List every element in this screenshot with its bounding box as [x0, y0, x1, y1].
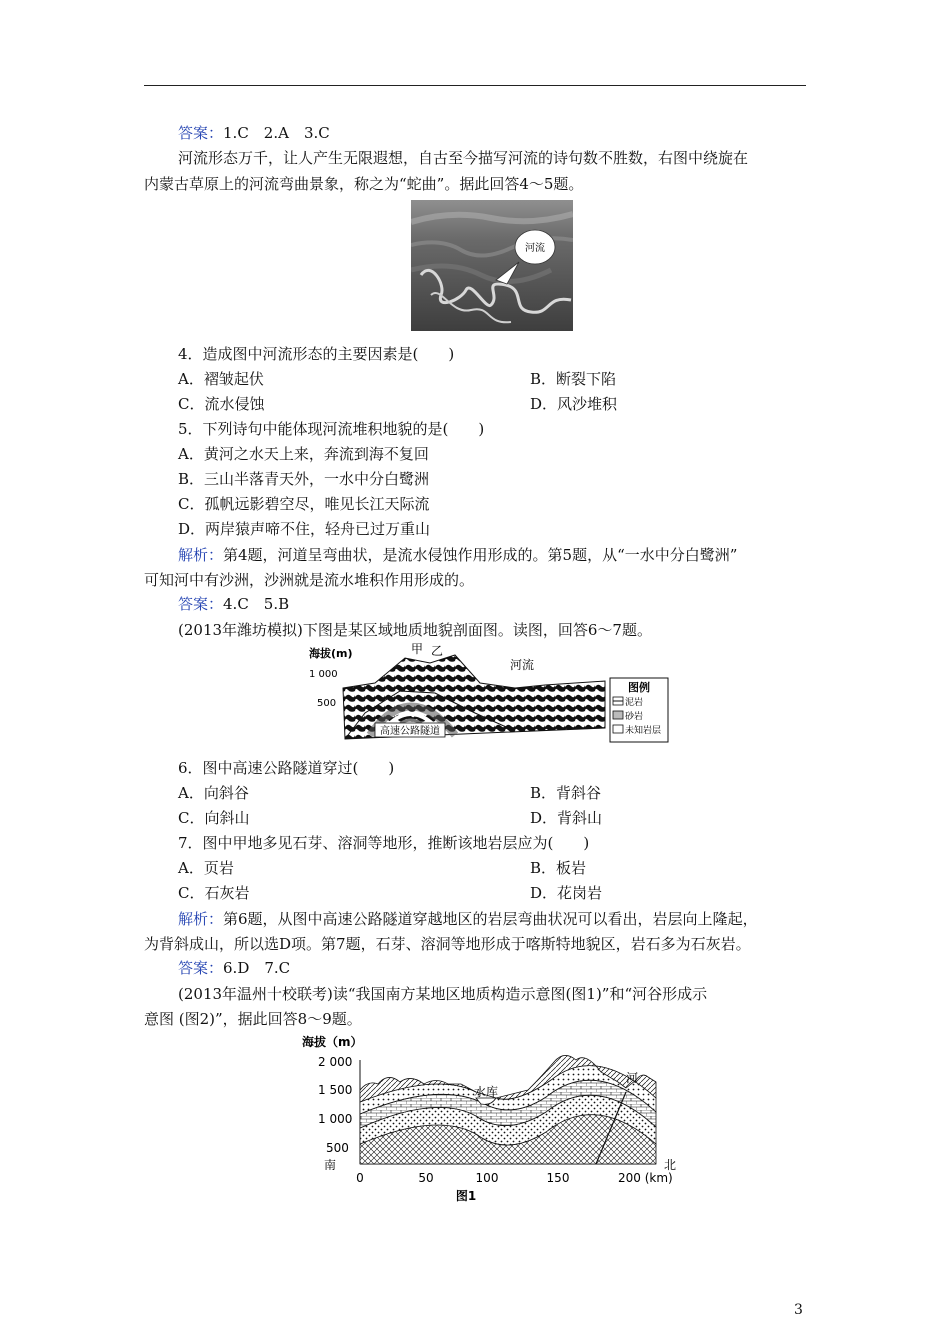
q7-option-c: C．石灰岩: [178, 884, 250, 902]
answers-1-3: [178, 124, 330, 142]
q6-option-d: D．背斜山: [530, 809, 603, 827]
q5-stem: 5．下列诗句中能体现河流堆积地貌的是( ): [178, 420, 485, 438]
profile-ylabel: 海拔(m): [309, 647, 353, 660]
fig1-xtick-150: 150: [546, 1171, 570, 1185]
fig1-ytick-2000: 2 000: [318, 1055, 353, 1069]
answer-value: 6.D 7.C: [223, 959, 291, 977]
intro-6-7: (2013年潍坊模拟)下图是某区域地质地貌剖面图。读图，回答6～7题。: [178, 621, 652, 639]
profile-y500: 500: [317, 698, 337, 709]
q6-stem: 6．图中高速公路隧道穿过( ): [178, 759, 395, 777]
meander-river-photo: [411, 200, 573, 331]
q5-option-b: B．三山半落青天外，一水中分白鹭洲: [178, 470, 430, 488]
q6-option-c: C．向斜山: [178, 809, 250, 827]
profile-tunnel: 高速公路隧道: [380, 726, 440, 737]
analysis-text: 第6题，从图中高速公路隧道穿越地区的岩层弯曲状况可以看出，岩层向上隆起，: [223, 910, 758, 928]
intro-4-5-line2: 内蒙古草原上的河流弯曲景象，称之为“蛇曲”。据此回答4～5题。: [144, 175, 584, 193]
q4-stem: 4．造成图中河流形态的主要因素是( ): [178, 345, 455, 363]
answer-value: 4.C 5.B: [223, 595, 290, 613]
q4-option-d: D．风沙堆积: [530, 395, 618, 413]
q5-option-a: A．黄河之水天上来，奔流到海不复回: [178, 445, 429, 463]
fig1-reservoir: 水库: [473, 1085, 499, 1099]
photo-callout: 河流: [525, 243, 545, 254]
fig1-south: 南: [324, 1158, 337, 1172]
fig1-xtick-100: 100: [475, 1171, 499, 1185]
fig1-caption: 图1: [455, 1189, 477, 1202]
profile-river: 河流: [510, 658, 535, 672]
fig1-north: 北: [664, 1158, 677, 1172]
fig1-ytick-500: 500: [326, 1141, 349, 1155]
fig1-ytick-1000: 1 000: [318, 1112, 353, 1126]
q7-option-a: A．页岩: [178, 859, 234, 877]
page-number: 3: [794, 1302, 803, 1318]
answer-label: 答案：: [178, 124, 224, 142]
answers-4-5: [178, 595, 289, 613]
intro-8-9-line2: 意图 (图2)”，据此回答8～9题。: [144, 1010, 362, 1028]
analysis-4-5-line1: [178, 546, 737, 564]
q4-option-b: B．断裂下陷: [530, 370, 617, 388]
header-rule: [144, 85, 806, 86]
legend-title: 图例: [628, 681, 650, 694]
analysis-6-7-line1: [178, 910, 758, 928]
q5-option-d: D．两岸猿声啼不住，轻舟已过万重山: [178, 520, 431, 538]
q5-option-c: C．孤帆远影碧空尽，唯见长江天际流: [178, 495, 430, 513]
profile-y1000: 1 000: [309, 669, 338, 680]
geologic-profile-figure: [305, 643, 670, 745]
legend-item-mudstone: 泥岩: [625, 698, 644, 708]
answers-6-7: [178, 959, 290, 977]
analysis-label: 解析：: [178, 546, 224, 564]
legend-item-unknown: 未知岩层: [625, 726, 662, 736]
q6-option-a: A．向斜谷: [178, 784, 249, 802]
q7-stem: 7．图中甲地多见石芽、溶洞等地形，推断该地岩层应为( ): [178, 834, 590, 852]
fig1-xtick-0: 0: [356, 1171, 364, 1185]
q6-option-b: B．背斜谷: [530, 784, 602, 802]
fig1-xtick-50: 50: [418, 1171, 434, 1185]
q7-option-b: B．板岩: [530, 859, 587, 877]
profile-jia: 甲: [411, 643, 424, 656]
q4-option-c: C．流水侵蚀: [178, 395, 265, 413]
q4-option-a: A．褶皱起伏: [178, 370, 264, 388]
analysis-4-5-line2: 可知河中有沙洲，沙洲就是流水堆积作用形成的。: [144, 571, 475, 589]
analysis-label: 解析：: [178, 910, 224, 928]
analysis-text: 第4题，河道呈弯曲状，是流水侵蚀作用形成的。第5题，从“一水中分白鹭洲”: [223, 546, 738, 564]
answer-label: 答案：: [178, 959, 224, 977]
fig1-river: 河: [626, 1071, 639, 1085]
answer-label: 答案：: [178, 595, 224, 613]
legend-item-sandstone: 砂岩: [625, 712, 644, 722]
profile-yi: 乙: [431, 644, 444, 658]
answer-value: 1.C 2.A 3.C: [223, 124, 330, 142]
q7-option-d: D．花岗岩: [530, 884, 603, 902]
fig1-ytick-1500: 1 500: [318, 1083, 353, 1097]
intro-8-9-line1: (2013年温州十校联考)读“我国南方某地区地质构造示意图(图1)”和“河谷形成示: [178, 985, 708, 1003]
intro-4-5-line1: 河流形态万千，让人产生无限遐想，自古至今描写河流的诗句数不胜数，右图中绕旋在: [178, 149, 749, 167]
figure-1-geologic-section: [296, 1032, 696, 1202]
fig1-ylabel: 海拔（m）: [302, 1035, 363, 1049]
fig1-xtick-200: 200 (km): [618, 1171, 673, 1185]
analysis-6-7-line2: 为背斜成山，所以选D项。第7题，石芽、溶洞等地形成于喀斯特地貌区，岩石多为石灰岩。: [144, 935, 751, 953]
